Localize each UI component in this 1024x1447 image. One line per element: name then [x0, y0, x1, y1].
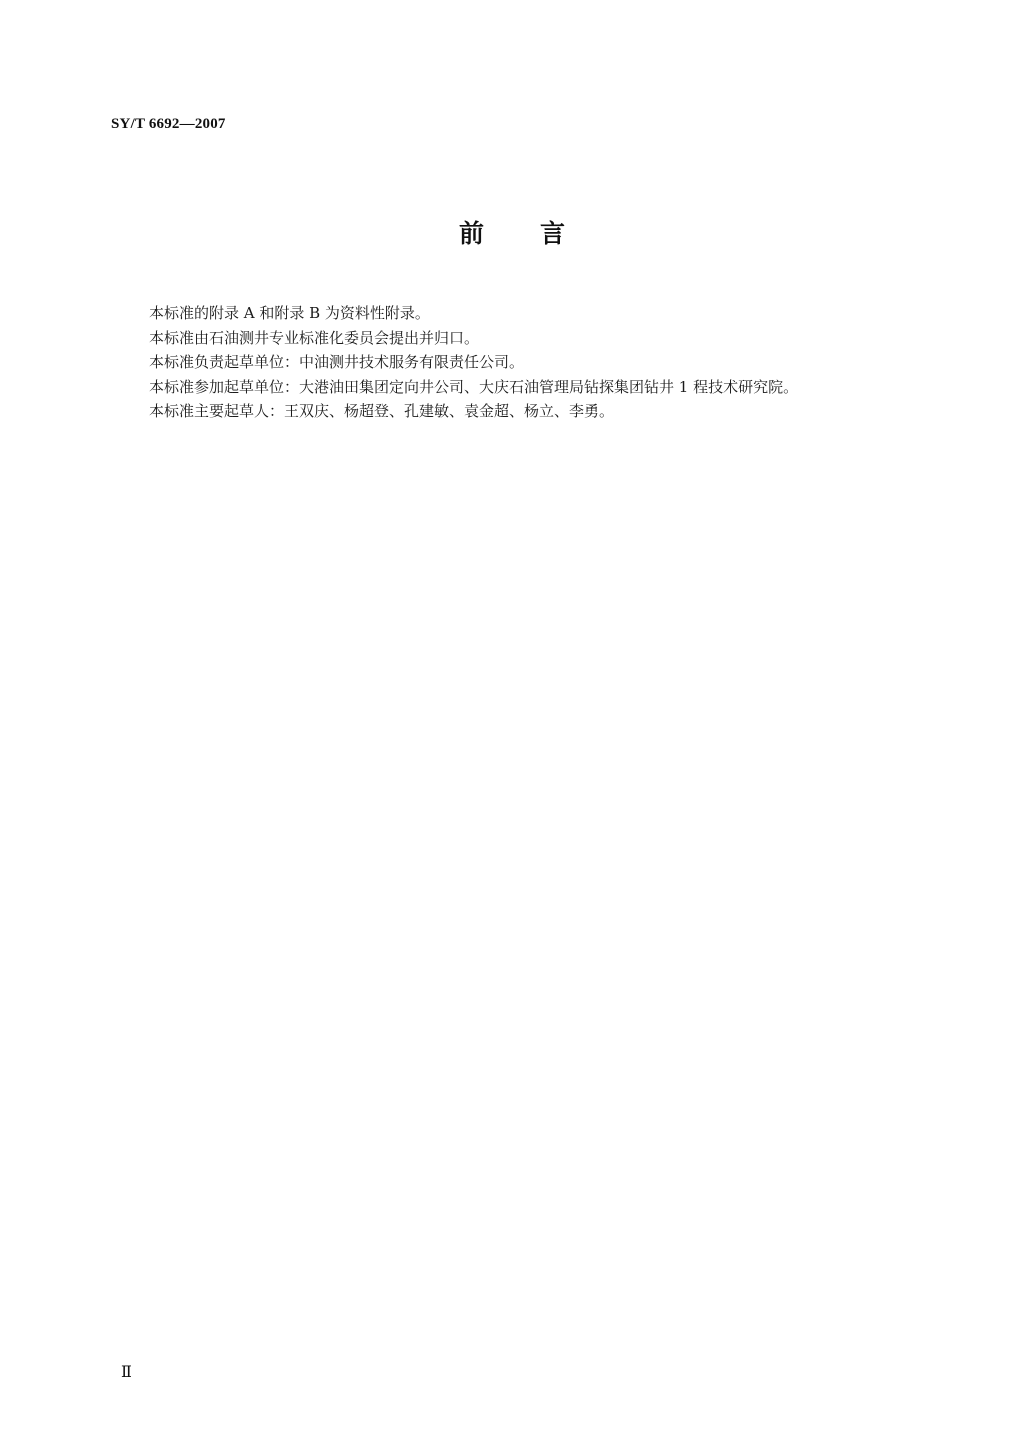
page-number: Ⅱ: [121, 1364, 132, 1381]
paragraph-appendix-note: 本标准的附录 A 和附录 B 为资料性附录。: [149, 304, 430, 322]
foreword-body: [111, 301, 912, 424]
page-title: 前言: [458, 219, 621, 248]
paragraph-proposer: 本标准由石油测井专业标准化委员会提出并归口。: [149, 328, 480, 347]
paragraph-main-drafters: 本标准主要起草人：王双庆、杨超登、孔建敏、袁金超、杨立、李勇。: [149, 402, 615, 420]
standard-code: SY/T 6692—2007: [111, 116, 226, 132]
paragraph-participating-units: 本标准参加起草单位：大港油田集团定向井公司、大庆石油管理局钻探集团钻井 1 程技术研究院。: [149, 377, 799, 396]
paragraph-lead-drafter-unit: 本标准负责起草单位：中油测井技术服务有限责任公司。: [149, 353, 525, 371]
